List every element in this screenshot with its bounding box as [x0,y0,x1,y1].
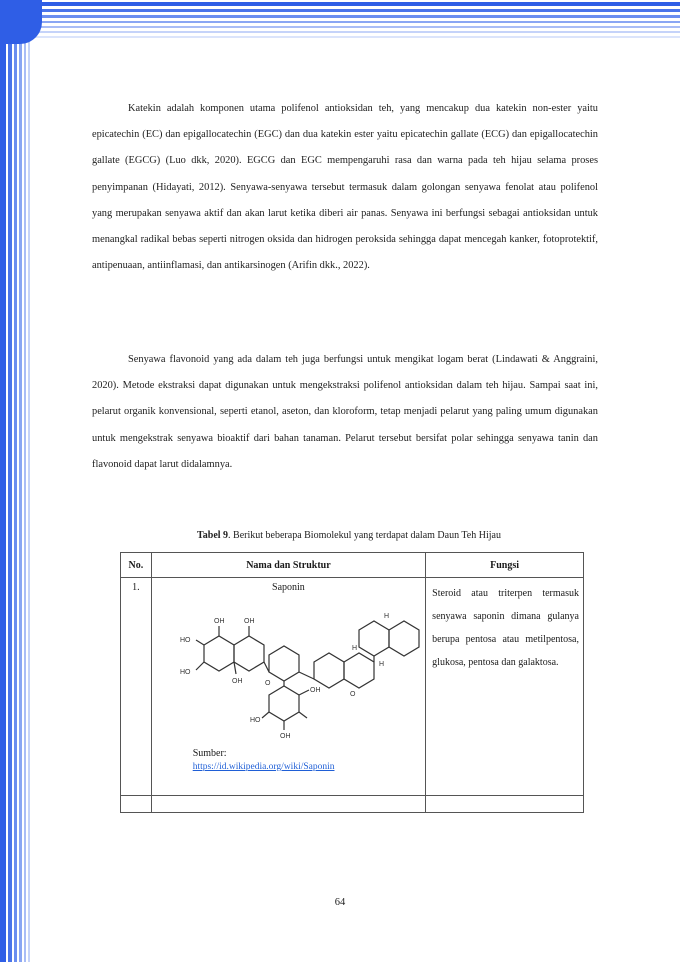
page-number: 64 [334,897,346,908]
table-caption [120,530,578,541]
row-number: 1. [121,578,152,796]
label-ho1: HO [179,637,191,644]
left-decorative-stripes [0,0,40,962]
source-label: Sumber: [192,748,227,759]
label-oh3: OH [231,678,243,685]
table-caption-number: Tabel 9 [197,530,229,541]
label-ho2: HO [179,669,191,676]
paragraph-catechin: Katekin adalah komponen utama polifenol antioksidan teh, yang mencakup dua katekin non-ester yaitu epicatechin (EC) dan epigallocatechin (EGC) dan dua katekin ester yaitu epicatechin gallate (ECG) dan epigallocatechin gallate (EGCG) (Luo dkk, 2020). EGCG dan EGC mempengaruhi rasa dan warna pada teh hijau selama proses penyimpanan (Hidayati, 2012). Senyawa-senyawa tersebut termasuk dalam golongan senyawa fenolat atau polifenol yang merupakan senyawa aktif dan akan larut ketika diberi air panas. Senyawa ini berfungsi sebagai antioksidan untuk menangkal radikal bebas seperti nitrogen oksida dan hidrogen peroksida sehingga dapat mencegah kanker, fotoprotektif, antipenuaan, antiinflamasi, dan antikarsinogen (Arifin dkk., 2022). [92,103,598,272]
label-oh1: OH [213,618,225,625]
label-oh5: OH [279,733,291,740]
function-cell: Steroid atau triterpen termasuk senyawa saponin dimana gulanya berupa pentosa atau metilpentosa, glukosa, pentosa dan galaktosa. [426,578,584,796]
table-caption-text: . Berikut beberapa Biomolekul yang terdapat dalam Daun Teh Hijau [228,530,501,541]
empty-cell [426,796,584,813]
compound-name: Saponin [272,582,305,593]
top-decorative-bars [20,0,680,42]
label-h1: H [383,613,389,620]
header-no: No. [121,553,152,578]
source-link[interactable]: https://id.wikipedia.org/wiki/Saponin [192,762,335,772]
biomolecule-table [120,552,584,813]
label-h3: H [351,645,357,652]
label-ho3: HO [249,717,261,724]
empty-cell [151,796,425,813]
label-o2: O [264,680,271,687]
header-function: Fungsi [426,553,584,578]
name-structure-cell [151,578,425,796]
label-o1: O [349,691,356,698]
table-empty-row [121,796,584,813]
label-oh4: OH [309,687,321,694]
label-h2: H [378,661,384,668]
paragraph-flavonoid: Senyawa flavonoid yang ada dalam teh juga berfungsi untuk mengikat logam berat (Lindawati & Anggraini, 2020). Metode ekstraksi dapat digunakan untuk mengekstraksi polifenol antioksidan dalam teh hijau. Sampai saat ini, pelarut organik konvensional, seperti etanol, aseton, dan kloroform, tetap menjadi pelarut yang paling umum digunakan untuk mengekstrak senyawa bioaktif dari bahan tanaman. Pelarut tersebut bersifat polar sehingga senyawa tanin dan flavonoid dapat larut didalamnya. [92,354,598,470]
table-row [121,578,584,796]
label-oh2: OH [243,618,255,625]
empty-cell [121,796,152,813]
table-header-row [121,553,584,578]
saponin-structure-image [174,600,424,740]
corner-ornament [0,0,42,44]
header-name: Nama dan Struktur [151,553,425,578]
